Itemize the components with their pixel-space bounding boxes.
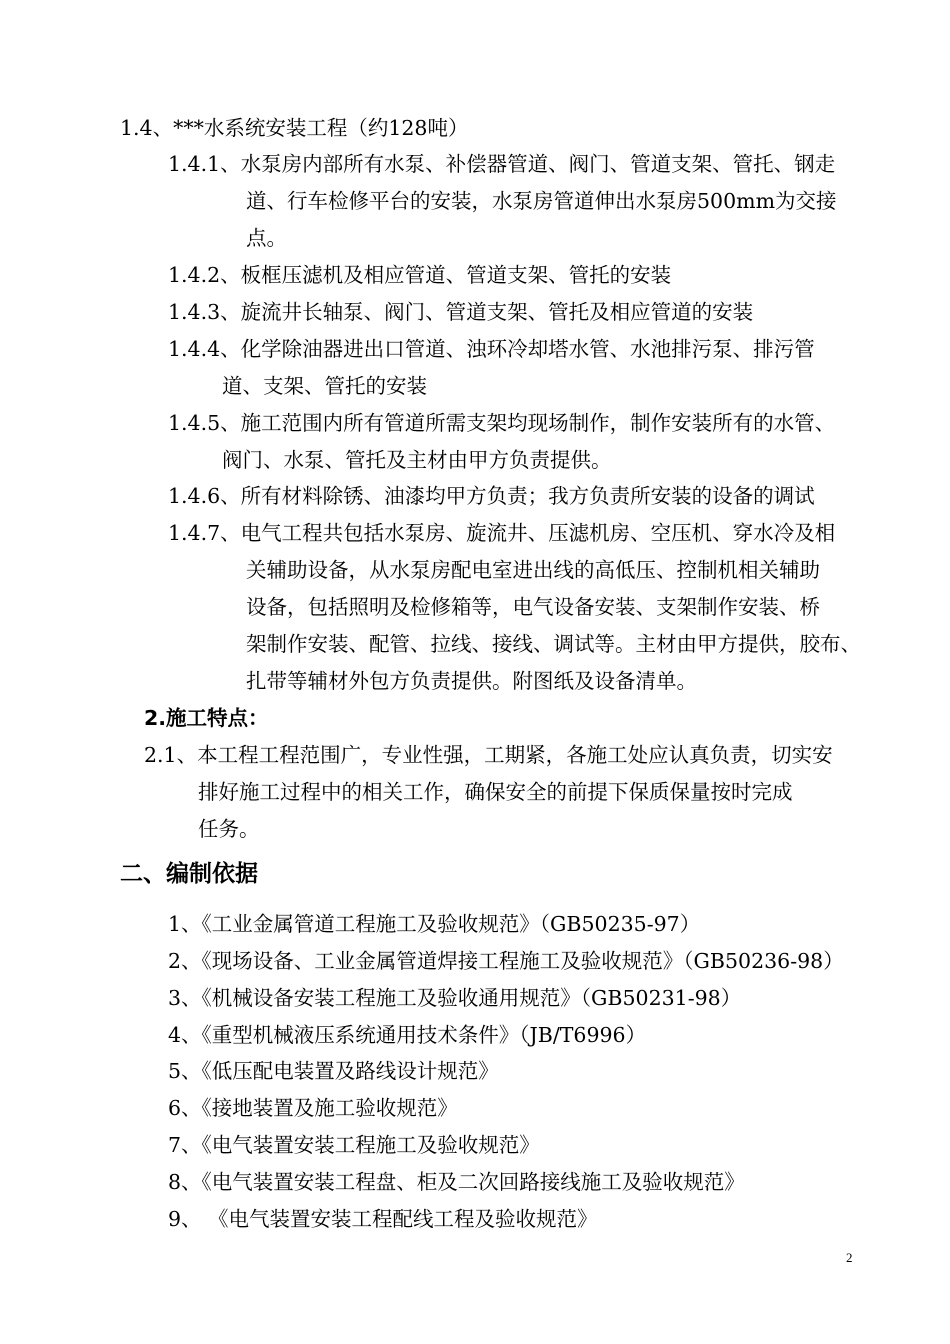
reference-item-5: 5、《低压配电装置及路线设计规范》 [168,1059,499,1083]
reference-item-7: 7、《电气装置安装工程施工及验收规范》 [168,1133,540,1157]
reference-item-1: 1、《工业金属管道工程施工及验收规范》（GB50235-97） [168,912,701,936]
section-2-1-line-1: 2.1、本工程工程范围广，专业性强，工期紧，各施工处应认真负责，切实安 [144,743,833,767]
item-1-4-1-line-2: 道、行车检修平台的安装，水泵房管道伸出水泵房500mm为交接 [246,189,837,213]
item-1-4-7-line-3: 设备，包括照明及检修箱等，电气设备安装、支架制作安装、桥 [246,595,820,619]
reference-item-2: 2、《现场设备、工业金属管道焊接工程施工及验收规范》（GB50236-98） [168,949,844,973]
item-1-4-4-line-1: 1.4.4、化学除油器进出口管道、浊环冷却塔水管、水池排污泵、排污管 [168,337,815,361]
section-2-1-line-3: 任务。 [198,817,260,841]
reference-item-8: 8、《电气装置安装工程盘、柜及二次回路接线施工及验收规范》 [168,1170,745,1194]
item-1-4-5-line-1: 1.4.5、施工范围内所有管道所需支架均现场制作，制作安装所有的水管、 [168,411,836,435]
chapter-2-heading: 二、编制依据 [120,861,258,887]
item-1-4-7-line-1: 1.4.7、电气工程共包括水泵房、旋流井、压滤机房、空压机、穿水冷及相 [168,521,836,545]
item-1-4-7-line-4: 架制作安装、配管、拉线、接线、调试等。主材由甲方提供，胶布、 [246,632,861,656]
reference-item-4: 4、《重型机械液压系统通用技术条件》（JB/T6996） [168,1023,647,1047]
item-1-4-4-line-2: 道、支架、管托的安装 [222,374,427,398]
item-1-4-1-line-3: 点。 [246,226,287,250]
section-2-title: 2.施工特点： [144,706,269,730]
item-1-4-2-line-1: 1.4.2、板框压滤机及相应管道、管道支架、管托的安装 [168,263,672,287]
section-2-1-line-2: 排好施工过程中的相关工作，确保安全的前提下保质保量按时完成 [198,780,793,804]
reference-item-3: 3、《机械设备安装工程施工及验收通用规范》（GB50231-98） [168,986,742,1010]
item-1-4-1-line-1: 1.4.1、水泵房内部所有水泵、补偿器管道、阀门、管道支架、管托、钢走 [168,152,836,176]
item-1-4-6-line-1: 1.4.6、所有材料除锈、油漆均甲方负责；我方负责所安装的设备的调试 [168,484,815,508]
page-number: 2 [846,1250,853,1265]
reference-item-9: 9、 《电气装置安装工程配线工程及验收规范》 [168,1207,598,1231]
section-1-4-title: 1.4、***水系统安装工程（约128吨） [120,116,469,140]
item-1-4-7-line-2: 关辅助设备，从水泵房配电室进出线的高低压、控制机相关辅助 [246,558,820,582]
item-1-4-3-line-1: 1.4.3、旋流井长轴泵、阀门、管道支架、管托及相应管道的安装 [168,300,754,324]
reference-item-6: 6、《接地装置及施工验收规范》 [168,1096,458,1120]
item-1-4-7-line-5: 扎带等辅材外包方负责提供。附图纸及设备清单。 [246,669,697,693]
item-1-4-5-line-2: 阀门、水泵、管托及主材由甲方负责提供。 [222,448,612,472]
